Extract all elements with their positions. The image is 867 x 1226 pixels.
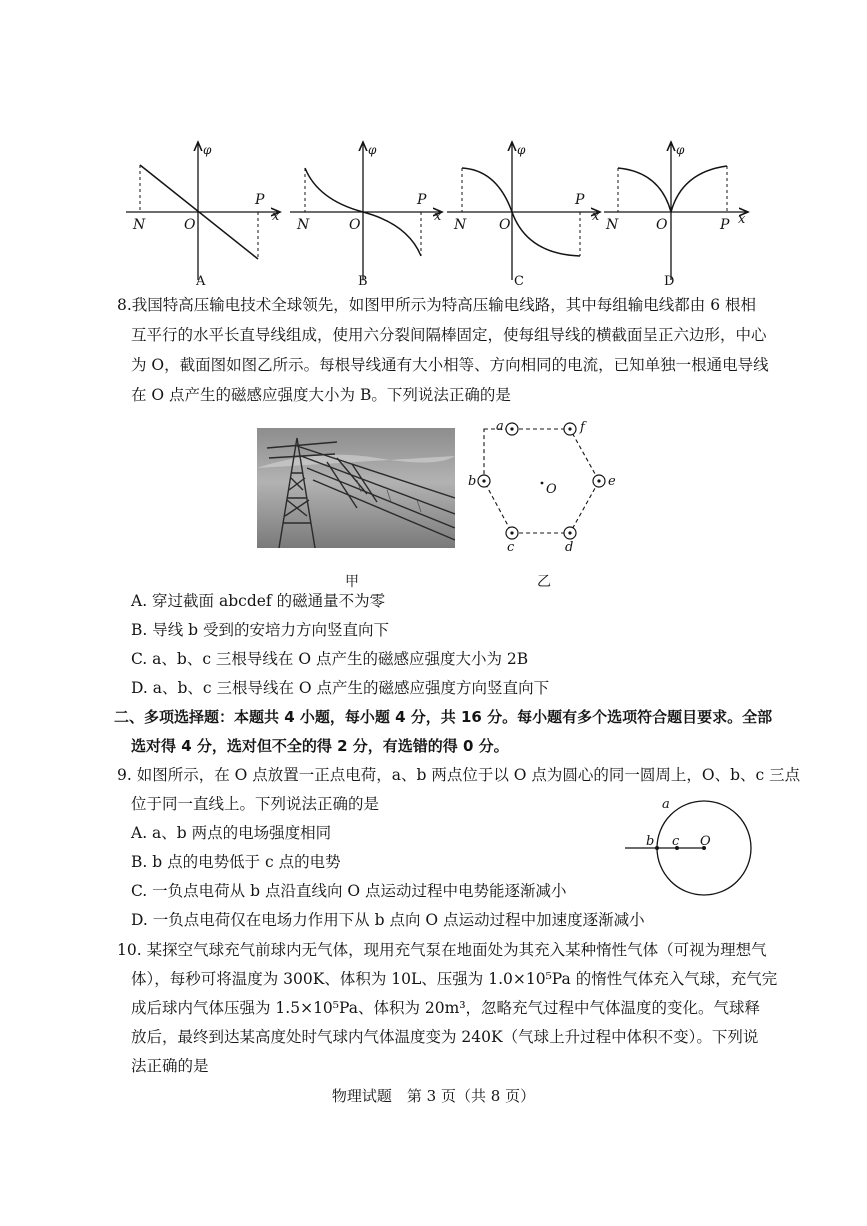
phi-x-graphs: [0, 130, 867, 295]
q10-line-4: 放后，最终到达某高度处时气球内气体温度变为 240K（气球上升过程中体积不变）。下列说: [131, 1028, 759, 1046]
hex-label-O: O: [546, 482, 557, 497]
q10-line-5: 法正确的是: [131, 1057, 209, 1075]
q9-label-b: b: [646, 834, 655, 849]
graph-a-P: P: [255, 192, 265, 208]
q8-line-3: 为 O，截面图如图乙所示。每根导线通有大小相等、方向相同的电流，已知单独一根通电导线: [131, 356, 769, 374]
q9-label-a: a: [662, 797, 670, 812]
q9-circle-figure: [615, 795, 765, 905]
q9-line-1: 9. 如图所示，在 O 点放置一正点电荷，a、b 两点位于以 O 点为圆心的同一圆周上，O、b、c 三点: [117, 766, 801, 784]
center-O-dot: [541, 482, 544, 485]
graph-d-curve: [618, 166, 727, 212]
hex-label-d: d: [565, 540, 574, 555]
graph-d-O: O: [656, 217, 668, 233]
graph-b-x: x: [434, 209, 442, 224]
q8-option-a: A. 穿过截面 abcdef 的磁通量不为零: [131, 592, 386, 610]
graph-c: [447, 142, 600, 289]
q8-option-c: C. a、b、c 三根导线在 O 点产生的磁感应强度大小为 2B: [131, 650, 529, 668]
fig-caption-jia: 甲: [345, 574, 359, 590]
graph-a-phi: φ: [203, 143, 212, 157]
q9-line-2: 位于同一直线上。下列说法正确的是: [131, 795, 380, 813]
q8-option-d: D. a、b、c 三根导线在 O 点产生的磁感应强度方向竖直向下: [131, 679, 550, 697]
graph-c-phi: φ: [517, 143, 526, 157]
graph-a-option: A: [196, 274, 206, 289]
hex-label-b: b: [468, 474, 477, 489]
graph-a: [126, 142, 280, 289]
page-footer: 物理试题 第 3 页（共 8 页）: [331, 1087, 536, 1105]
section2-header-line-1: 二、多项选择题：本题共 4 小题，每小题 4 分，共 16 分。每小题有多个选项符合题目要求。全部: [114, 708, 773, 726]
graph-c-option: C: [514, 274, 524, 289]
graph-d: [604, 142, 748, 289]
graph-b-option: B: [358, 274, 368, 289]
hex-label-f: f: [580, 420, 585, 435]
q9-option-b: B. b 点的电势低于 c 点的电势: [131, 853, 341, 871]
transmission-tower-photo: [257, 428, 455, 548]
q10-line-2: 体），每秒可将温度为 300K、体积为 10L、压强为 1.0×10⁵Pa 的惰性气体充入气球，充气完: [131, 970, 778, 988]
q8-line-2: 互平行的水平长直导线组成，使用六分裂间隔棒固定，使每组导线的横截面呈正六边形，中心: [131, 326, 767, 344]
q10-line-3: 成后球内气体压强为 1.5×10⁵Pa、体积为 20m³，忽略充气过程中气体温度的变化。气球释: [131, 999, 761, 1017]
graph-d-x: x: [738, 212, 746, 227]
q8-line-1: 8.我国特高压输电技术全球领先，如图甲所示为特高压输电线路，其中每组输电线都由 6 根相: [117, 296, 757, 314]
graph-d-P: P: [720, 217, 730, 233]
graph-c-P: P: [575, 192, 585, 208]
graph-c-N: N: [454, 217, 467, 233]
wire-markers: [478, 423, 605, 539]
hex-label-a: a: [496, 419, 504, 434]
q9-option-a: A. a、b 两点的电场强度相同: [131, 824, 332, 842]
q9-label-O: O: [700, 834, 711, 849]
section2-header-line-2: 选对得 4 分，选对但不全的得 2 分，有选错的得 0 分。: [131, 737, 509, 755]
graph-b-P: P: [417, 192, 427, 208]
q8-line-4: 在 O 点产生的磁感应强度大小为 B。下列说法正确的是: [131, 386, 511, 404]
graph-d-N: N: [606, 217, 619, 233]
hex-label-c: c: [507, 540, 515, 555]
graph-b-N: N: [297, 217, 310, 233]
graph-d-option: D: [664, 274, 675, 289]
point-b: [655, 846, 659, 850]
graph-c-O: O: [499, 217, 511, 233]
graph-a-N: N: [133, 217, 146, 233]
fig-caption-yi: 乙: [537, 574, 551, 590]
hex-label-e: e: [608, 474, 616, 489]
graph-b: [290, 142, 442, 289]
q10-line-1: 10. 某探空气球充气前球内无气体，现用充气泵在地面处为其充入某种惰性气体（可视为理想气: [117, 941, 767, 959]
tower-sketch: [257, 428, 455, 548]
q8-option-b: B. 导线 b 受到的安培力方向竖直向下: [131, 621, 390, 639]
hexagon-cross-section: [460, 415, 630, 555]
graph-c-x: x: [592, 209, 600, 224]
graph-a-O: O: [184, 217, 196, 233]
graph-d-phi: φ: [676, 143, 685, 157]
graph-a-x: x: [272, 209, 280, 224]
q9-label-c: c: [672, 834, 680, 849]
q9-option-c: C. 一负点电荷从 b 点沿直线向 O 点运动过程中电势能逐渐减小: [131, 882, 567, 900]
graph-b-phi: φ: [368, 143, 377, 157]
q9-option-d: D. 一负点电荷仅在电场力作用下从 b 点向 O 点运动过程中加速度逐渐减小: [131, 911, 645, 929]
graph-b-O: O: [349, 217, 361, 233]
